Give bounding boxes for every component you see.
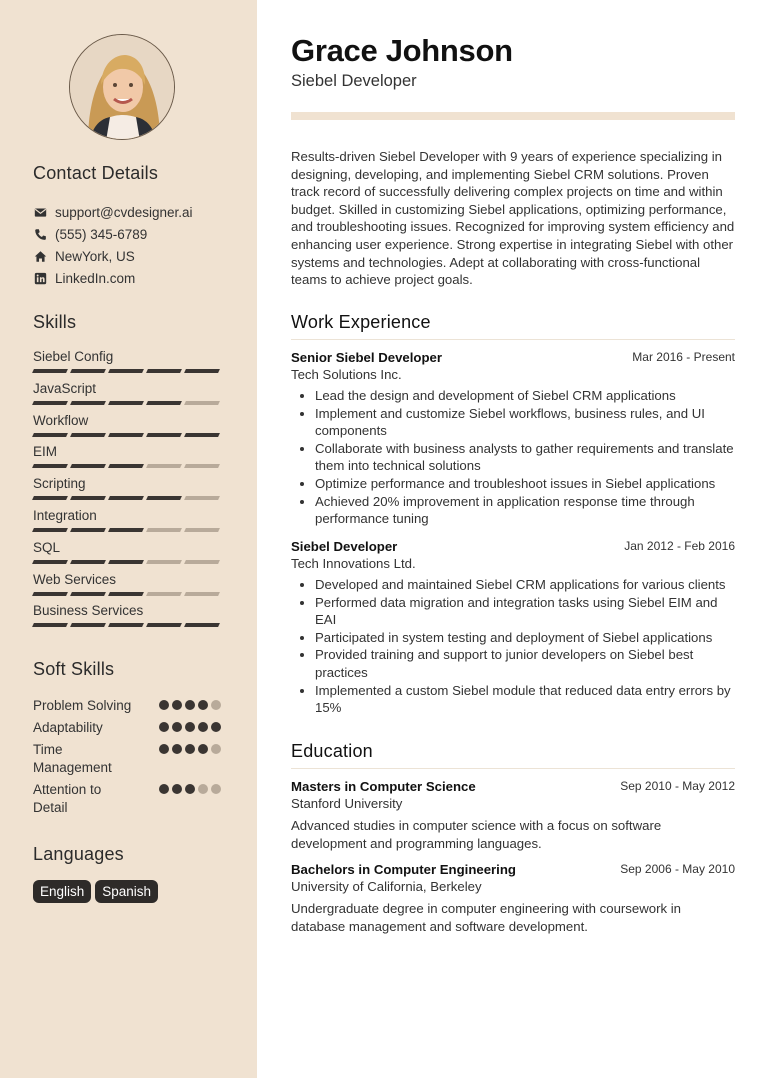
skill-level-bars <box>33 464 223 468</box>
job-date: Mar 2016 - Present <box>632 350 735 364</box>
skill-item <box>33 539 223 564</box>
linkedin-icon <box>33 271 47 285</box>
skill-level-segment <box>32 464 68 468</box>
work-experience-divider <box>291 339 735 340</box>
skill-level-segment <box>70 623 106 627</box>
skill-level-bars <box>33 623 223 627</box>
skill-level-segment <box>184 592 220 596</box>
contact-heading: Contact Details <box>33 163 159 183</box>
profile-photo <box>69 34 175 140</box>
skill-level-segment <box>108 369 144 373</box>
skill-item <box>33 348 223 373</box>
skill-name: Integration <box>33 508 97 523</box>
education-description: Undergraduate degree in computer engineering with coursework in database management and software development. <box>291 901 681 934</box>
skill-level-segment <box>32 623 68 627</box>
skill-level-segment <box>108 528 144 532</box>
skill-level-segment <box>32 560 68 564</box>
soft-skill-rating <box>159 784 224 794</box>
skill-level-bars <box>33 496 223 500</box>
contact-phone-text: (555) 345-6789 <box>55 226 148 242</box>
skill-level-bars <box>33 369 223 373</box>
home-icon <box>33 249 47 263</box>
education-date: Sep 2010 - May 2012 <box>620 779 735 793</box>
soft-skill-name: Attention to Detail <box>33 782 102 815</box>
rating-dot <box>185 722 195 732</box>
rating-dot <box>211 700 221 710</box>
job-date: Jan 2012 - Feb 2016 <box>624 539 735 553</box>
rating-dot <box>172 784 182 794</box>
job-bullet: • Achieved 20% improvement in application response time through performance tuning <box>315 493 735 528</box>
skill-item <box>33 443 223 468</box>
skill-name: SQL <box>33 539 61 555</box>
contact-email[interactable] <box>33 203 193 221</box>
skill-level-segment <box>146 464 182 468</box>
contact-linkedin-text: LinkedIn.com <box>55 270 136 286</box>
contact-location <box>33 247 135 265</box>
job-bullet: • Implement and customize Siebel workflows, business rules, and UI components <box>315 405 735 440</box>
candidate-job-title: Siebel Developer <box>291 72 417 90</box>
skill-item <box>33 412 223 437</box>
skill-level-segment <box>146 560 182 564</box>
skill-name: Business Services <box>33 603 144 619</box>
skill-level-segment <box>146 592 182 596</box>
skill-level-segment <box>146 369 182 373</box>
education-school: Stanford University <box>291 796 403 811</box>
skill-level-segment <box>184 623 220 627</box>
job-entry <box>291 538 735 717</box>
education-heading: Education <box>291 741 373 761</box>
skill-level-segment <box>32 592 68 596</box>
rating-dot <box>198 744 208 754</box>
skill-level-segment <box>146 401 182 405</box>
education-description: Advanced studies in computer science with a focus on software development and programming languages. <box>291 818 662 851</box>
skill-level-segment <box>108 464 144 468</box>
job-bullet: • Performed data migration and integration tasks using Siebel EIM and EAI <box>315 594 735 629</box>
job-bullets <box>291 387 735 528</box>
skill-level-segment <box>70 433 106 437</box>
skill-item <box>33 475 223 500</box>
skill-level-bars <box>33 592 223 596</box>
education-divider <box>291 768 735 769</box>
job-role: Senior Siebel Developer <box>291 350 442 365</box>
skill-level-segment <box>70 560 106 564</box>
rating-dot <box>159 700 169 710</box>
skill-level-segment <box>146 433 182 437</box>
skill-item <box>33 571 223 596</box>
job-entry <box>291 349 735 528</box>
education-school: University of California, Berkeley <box>291 879 482 894</box>
skill-level-segment <box>146 528 182 532</box>
soft-skill-rating <box>159 744 224 754</box>
rating-dot <box>211 784 221 794</box>
skill-level-segment <box>32 496 68 500</box>
work-experience-heading: Work Experience <box>291 312 431 332</box>
skill-level-segment <box>108 433 144 437</box>
soft-skill-rating <box>159 722 224 732</box>
contact-linkedin[interactable] <box>33 269 135 287</box>
skill-level-segment <box>184 401 220 405</box>
soft-skill-rating <box>159 700 224 710</box>
soft-skill-item <box>33 781 228 817</box>
skill-level-segment <box>108 401 144 405</box>
rating-dot <box>172 700 182 710</box>
skill-level-segment <box>146 623 182 627</box>
envelope-icon <box>33 205 47 219</box>
rating-dot <box>198 784 208 794</box>
soft-skill-name: Time Management <box>33 742 112 775</box>
skill-level-segment <box>184 528 220 532</box>
skill-name: Web Services <box>33 571 117 587</box>
summary-paragraph: Results-driven Siebel Developer with 9 years of experience specializing in designing, developing, and implementing Siebel CRM solutions. Proven track record of successfully delivering complex projects on time and within budget. Skilled in customizing Siebel applications, optimizing performance, and troubleshooting issues. Recognized for improving system efficiency and enhancing user experience. Strong expertise in integrating Siebel with other systems and technologies. Adept at collaborating with cross-functional teams to achieve project goals. <box>291 149 735 288</box>
skill-level-segment <box>108 560 144 564</box>
skill-level-segment <box>108 496 144 500</box>
job-company: Tech Innovations Ltd. <box>291 556 416 571</box>
skill-level-segment <box>184 369 220 373</box>
skill-name: JavaScript <box>33 380 97 396</box>
skill-level-segment <box>32 369 68 373</box>
skill-level-segment <box>70 464 106 468</box>
language-badge: Spanish <box>95 880 158 903</box>
skill-level-segment <box>146 496 182 500</box>
job-bullet: • Participated in system testing and deployment of Siebel applications <box>315 629 735 647</box>
rating-dot <box>185 744 195 754</box>
rating-dot <box>185 784 195 794</box>
job-company: Tech Solutions Inc. <box>291 367 402 382</box>
job-bullet: • Lead the design and development of Siebel CRM applications <box>315 387 735 405</box>
candidate-name: Grace Johnson <box>291 33 513 68</box>
language-badge: English <box>33 880 91 903</box>
soft-skill-name: Adaptability <box>33 720 103 735</box>
skill-level-segment <box>108 623 144 627</box>
contact-phone[interactable] <box>33 225 147 243</box>
skill-level-bars <box>33 560 223 564</box>
skill-level-bars <box>33 528 223 532</box>
soft-skill-item <box>33 741 228 777</box>
skill-item <box>33 507 223 532</box>
skill-name: Siebel Config <box>33 349 114 364</box>
rating-dot <box>172 744 182 754</box>
skill-name: Workflow <box>33 412 89 428</box>
profile-photo-illustration <box>70 35 175 140</box>
rating-dot <box>172 722 182 732</box>
skill-level-bars <box>33 433 223 437</box>
education-entry <box>291 861 735 935</box>
job-bullet: • Provided training and support to junior developers on Siebel best practices <box>315 646 735 681</box>
education-date: Sep 2006 - May 2010 <box>620 862 735 876</box>
skill-level-segment <box>184 464 220 468</box>
soft-skills-heading: Soft Skills <box>33 659 115 679</box>
skill-level-bars <box>33 401 223 405</box>
job-bullet: • Collaborate with business analysts to gather requirements and translate them into technical solutions <box>315 440 735 475</box>
languages-list <box>33 880 162 903</box>
skill-level-segment <box>184 496 220 500</box>
skill-level-segment <box>184 433 220 437</box>
education-entry <box>291 778 735 852</box>
skill-level-segment <box>32 433 68 437</box>
skill-name: Scripting <box>33 476 86 492</box>
skill-item <box>33 380 223 405</box>
soft-skill-item <box>33 719 228 737</box>
skill-item <box>33 602 223 627</box>
skill-level-segment <box>184 560 220 564</box>
skill-level-segment <box>70 496 106 500</box>
rating-dot <box>159 722 169 732</box>
job-role: Siebel Developer <box>291 539 398 554</box>
header-accent-bar <box>291 112 735 120</box>
job-bullet: • Implemented a custom Siebel module that reduced data entry errors by 15% <box>315 682 735 717</box>
phone-icon <box>33 227 47 241</box>
contact-location-text: NewYork, US <box>55 248 135 264</box>
skill-level-segment <box>70 369 106 373</box>
rating-dot <box>159 784 169 794</box>
languages-heading: Languages <box>33 844 124 864</box>
skills-heading: Skills <box>33 312 77 332</box>
soft-skill-item <box>33 697 228 715</box>
rating-dot <box>198 700 208 710</box>
skill-level-segment <box>108 592 144 596</box>
job-bullet: • Optimize performance and troubleshoot issues in Siebel applications <box>315 475 735 493</box>
soft-skill-name: Problem Solving <box>33 698 132 713</box>
skill-level-segment <box>70 528 106 532</box>
skill-level-segment <box>32 401 68 405</box>
education-degree: Bachelors in Computer Engineering <box>291 862 516 877</box>
job-bullet: • Developed and maintained Siebel CRM applications for various clients <box>315 576 735 594</box>
rating-dot <box>185 700 195 710</box>
job-bullets <box>291 576 735 717</box>
rating-dot <box>211 722 221 732</box>
rating-dot <box>211 744 221 754</box>
skill-name: EIM <box>33 444 58 460</box>
skill-level-segment <box>70 401 106 405</box>
education-degree: Masters in Computer Science <box>291 779 476 794</box>
skill-level-segment <box>32 528 68 532</box>
contact-email-text: support@cvdesigner.ai <box>55 204 193 220</box>
sidebar <box>0 0 257 1078</box>
skill-level-segment <box>70 592 106 596</box>
rating-dot <box>159 744 169 754</box>
rating-dot <box>198 722 208 732</box>
